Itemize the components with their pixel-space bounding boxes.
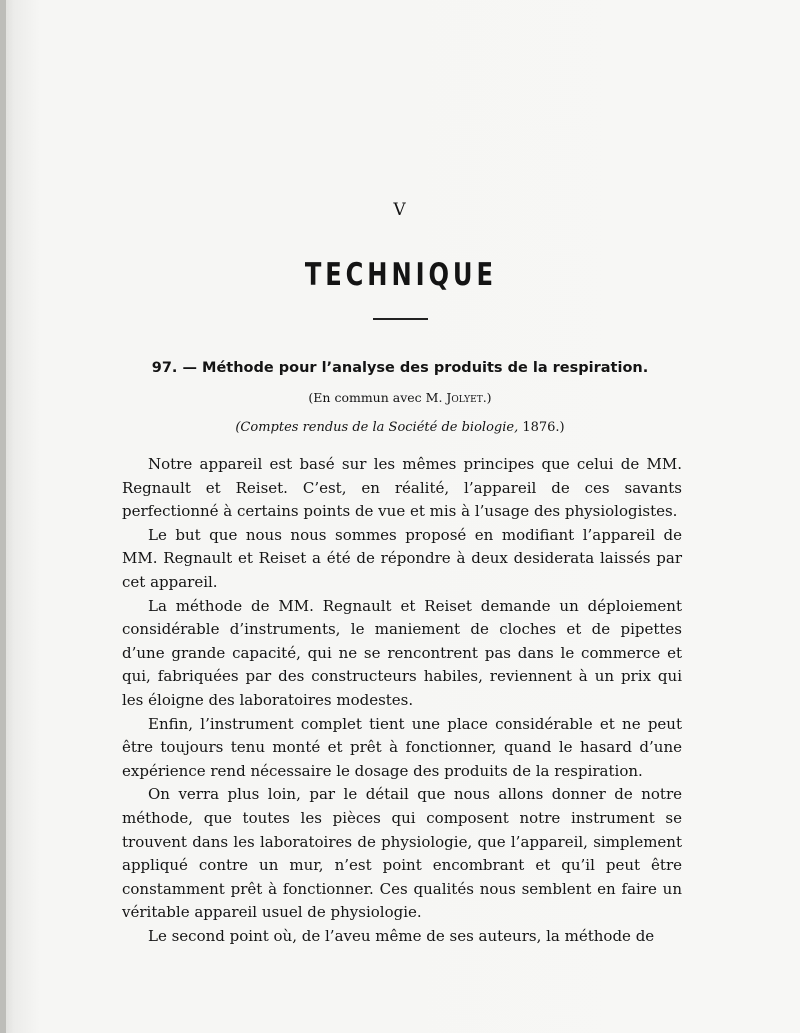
paragraph: Le but que nous nous sommes proposé en modifiant l’appareil de MM. Regnault et Reiset a été de répondre à deux desiderata laissés par cet appareil.: [122, 525, 682, 591]
paragraph: Enfin, l’instrument complet tient une place considérable et ne peut être toujours tenu monté et prêt à fonctionner, quand le hasard d’une expérience rend nécessaire le dosage des produits de la respiration.: [122, 714, 682, 780]
source-year: 1876.): [518, 420, 565, 435]
collaboration-note: [0, 390, 800, 405]
body-text: [122, 453, 682, 948]
page-edge-shadow: [0, 0, 6, 1033]
title-rule-divider: [373, 318, 428, 320]
paragraph: On verra plus loin, par le détail que nous allons donner de notre méthode, que toutes les pièces qui composent notre instrument se trouvent dans les laboratoires de physiologie, que l’appareil, simplement appliqué contre un mur, n’est point encombrant et qu’il peut être constamment prêt à fonctionner. Ces qualités nous semblent en faire un véritable appareil usuel de physiologie.: [122, 785, 682, 922]
collab-name: Jolyet: [446, 390, 483, 405]
chapter-title: TECHNIQUE: [304, 257, 497, 293]
collab-prefix: (En commun avec M.: [308, 390, 447, 405]
source-citation: [0, 420, 800, 435]
paragraph: Le second point où, de l’aveu même de ses auteurs, la méthode de: [148, 926, 655, 945]
chapter-number: V: [393, 200, 407, 220]
collab-suffix: .): [482, 390, 492, 405]
section-heading: 97. — Méthode pour l’analyse des produits de la respiration.: [151, 360, 649, 376]
paragraph: Notre appareil est basé sur les mêmes principes que celui de MM. Regnault et Reiset. C’est, en réalité, l’appareil de ces savants perfectionné à certains points de vue et mis à l’usage des physiologistes.: [122, 455, 682, 521]
paragraph: La méthode de MM. Regnault et Reiset demande un déploiement considérable d’instruments, le maniement de cloches et de pipettes d’une grande capacité, qui ne se rencontrent pas dans le commerce et qui, fabriquées par des constructeurs habiles, reviennent à un prix qui les éloigne des laboratoires modestes.: [122, 596, 682, 709]
source-journal: (Comptes rendus de la Société de biologie,: [235, 420, 519, 435]
